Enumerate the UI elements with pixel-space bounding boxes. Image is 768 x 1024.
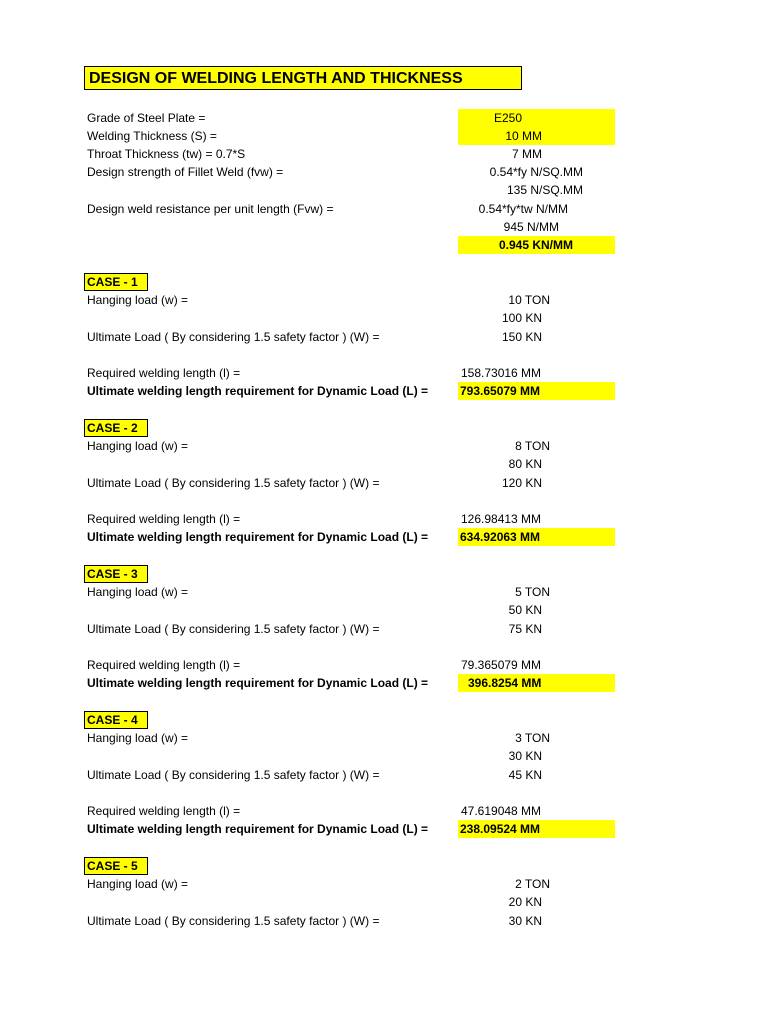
case-3-ult: 75 KN: [508, 622, 542, 636]
case-5-kn-row: [0, 893, 768, 911]
resist-formula: 0.54*fy*tw N/MM: [478, 202, 568, 216]
strength-formula: 0.54*fy N/SQ.MM: [489, 165, 583, 179]
resist-kn-value: 0.945 KN/MM: [498, 238, 573, 252]
dynamic-label: Ultimate welding length requirement for Dynamic Load (L) =: [87, 530, 429, 544]
required-label: Required welding length (l) =: [87, 366, 241, 380]
dynamic-label: Ultimate welding length requirement for Dynamic Load (L) =: [87, 822, 429, 836]
case-3-header: CASE - 3: [84, 565, 148, 583]
case-1-header: CASE - 1: [84, 273, 148, 291]
case-4-ult: 45 KN: [508, 768, 542, 782]
weld-thickness-label: Welding Thickness (S) =: [87, 129, 217, 143]
case-2-header: CASE - 2: [84, 419, 148, 437]
case-1-kn: 100 KN: [501, 311, 542, 325]
case-5-ult: 30 KN: [508, 914, 542, 928]
case-4-dyn: 238.09524 MM: [460, 822, 541, 836]
case-4-req: 47.619048 MM: [461, 804, 542, 818]
weld-thickness-row: [0, 127, 768, 145]
case-2-ult: 120 KN: [501, 476, 542, 490]
case-5-header: CASE - 5: [84, 857, 148, 875]
resist-kn-row: [0, 236, 768, 254]
resist-value: 945 N/MM: [503, 220, 559, 234]
case-5-kn: 20 KN: [508, 895, 542, 909]
case-3-ultimate-row: [0, 620, 768, 638]
page-title: DESIGN OF WELDING LENGTH AND THICKNESS: [84, 66, 522, 90]
case-4-ton: 3 TON: [515, 731, 550, 745]
hanging-label: Hanging load (w) =: [87, 439, 189, 453]
dynamic-label: Ultimate welding length requirement for Dynamic Load (L) =: [87, 676, 429, 690]
throat-row: [0, 145, 768, 163]
hanging-label: Hanging load (w) =: [87, 585, 189, 599]
resist-label: Design weld resistance per unit length (Fvw) =: [87, 202, 334, 216]
required-label: Required welding length (l) =: [87, 804, 241, 818]
case-3-dynamic-row: [0, 674, 768, 692]
case-1-hanging-row: [0, 291, 768, 309]
case-4-kn: 30 KN: [508, 749, 542, 763]
case-3-dyn: 396.8254 MM: [468, 676, 542, 690]
case-2-hanging-row: [0, 437, 768, 455]
strength-value-row: [0, 181, 768, 199]
grade-label: Grade of Steel Plate =: [87, 111, 206, 125]
case-1-kn-row: [0, 309, 768, 327]
case-2-kn: 80 KN: [508, 457, 542, 471]
case-1-ultimate-row: [0, 328, 768, 346]
case-2-ton: 8 TON: [515, 439, 550, 453]
case-5-hanging-row: [0, 875, 768, 893]
case-4-hanging-row: [0, 729, 768, 747]
case-4-header: CASE - 4: [84, 711, 148, 729]
case-5-ultimate-row: [0, 912, 768, 930]
hanging-label: Hanging load (w) =: [87, 731, 189, 745]
required-label: Required welding length (l) =: [87, 512, 241, 526]
case-2-dynamic-row: [0, 528, 768, 546]
case-1-dynamic-row: [0, 382, 768, 400]
hanging-label: Hanging load (w) =: [87, 293, 189, 307]
case-1-dyn: 793.65079 MM: [460, 384, 541, 398]
grade-value: E250: [493, 111, 522, 125]
case-2-kn-row: [0, 455, 768, 473]
hanging-label: Hanging load (w) =: [87, 877, 189, 891]
case-1-ult: 150 KN: [501, 330, 542, 344]
case-2-ultimate-row: [0, 474, 768, 492]
case-3-required-row: [0, 656, 768, 674]
ultimate-label: Ultimate Load ( By considering 1.5 safety factor ) (W) =: [87, 330, 380, 344]
case-5-ton: 2 TON: [515, 877, 550, 891]
strength-value: 135 N/SQ.MM: [506, 183, 583, 197]
case-3-req: 79.365079 MM: [461, 658, 542, 672]
grade-row: [0, 109, 768, 127]
case-3-kn: 50 KN: [508, 603, 542, 617]
throat-value: 7 MM: [512, 147, 542, 161]
resist-value-row: [0, 218, 768, 236]
case-3-ton: 5 TON: [515, 585, 550, 599]
required-label: Required welding length (l) =: [87, 658, 241, 672]
ultimate-label: Ultimate Load ( By considering 1.5 safety factor ) (W) =: [87, 914, 380, 928]
ultimate-label: Ultimate Load ( By considering 1.5 safety factor ) (W) =: [87, 622, 380, 636]
case-4-required-row: [0, 802, 768, 820]
case-4-dynamic-row: [0, 820, 768, 838]
case-1-required-row: [0, 364, 768, 382]
ultimate-label: Ultimate Load ( By considering 1.5 safety factor ) (W) =: [87, 768, 380, 782]
case-4-ultimate-row: [0, 766, 768, 784]
strength-row: [0, 163, 768, 181]
ultimate-label: Ultimate Load ( By considering 1.5 safety factor ) (W) =: [87, 476, 380, 490]
case-3-kn-row: [0, 601, 768, 619]
case-1-req: 158.73016 MM: [461, 366, 542, 380]
case-3-hanging-row: [0, 583, 768, 601]
case-2-dyn: 634.92063 MM: [460, 530, 541, 544]
weld-thickness-value: 10 MM: [505, 129, 542, 143]
strength-label: Design strength of Fillet Weld (fvw) =: [87, 165, 284, 179]
case-1-ton: 10 TON: [508, 293, 550, 307]
dynamic-label: Ultimate welding length requirement for Dynamic Load (L) =: [87, 384, 429, 398]
resist-row: [0, 200, 768, 218]
case-4-kn-row: [0, 747, 768, 765]
case-2-required-row: [0, 510, 768, 528]
throat-label: Throat Thickness (tw) = 0.7*S: [87, 147, 246, 161]
case-2-req: 126.98413 MM: [461, 512, 542, 526]
